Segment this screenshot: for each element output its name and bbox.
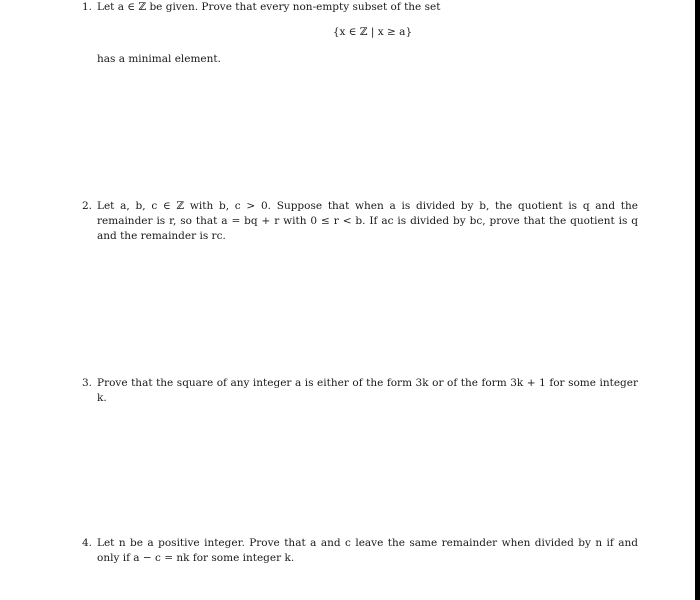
problem-4 [82,536,638,566]
problem-1 [82,0,638,67]
problem-text: Let n be a positive integer. Prove that a and c leave the same remainder when divided by n if and only if a − c = nk for some integer k. [97,537,638,564]
problem-conclusion: has a minimal element. [97,53,221,65]
problem-number: 3. [82,377,93,389]
problem-text: Let a ∈ ℤ be given. Prove that every non-empty subset of the set [97,1,441,13]
problem-text: Prove that the square of any integer a is either of the form 3k or of the form 3k + 1 for some integer k. [97,377,638,404]
problem-text: Let a, b, c ∈ ℤ with b, c > 0. Suppose that when a is divided by b, the quotient is q and the remainder is r, so that a = bq + r with 0 ≤ r < b. If ac is divided by bc, prove that the quotient is q and the remainder is rc. [97,200,638,242]
set-display: {x ∈ ℤ | x ≥ a} [332,26,413,38]
problem-3 [82,376,638,406]
problem-number: 4. [82,537,93,549]
problem-number: 2. [82,200,93,212]
problem-2 [82,199,638,244]
problem-number: 1. [82,1,93,13]
